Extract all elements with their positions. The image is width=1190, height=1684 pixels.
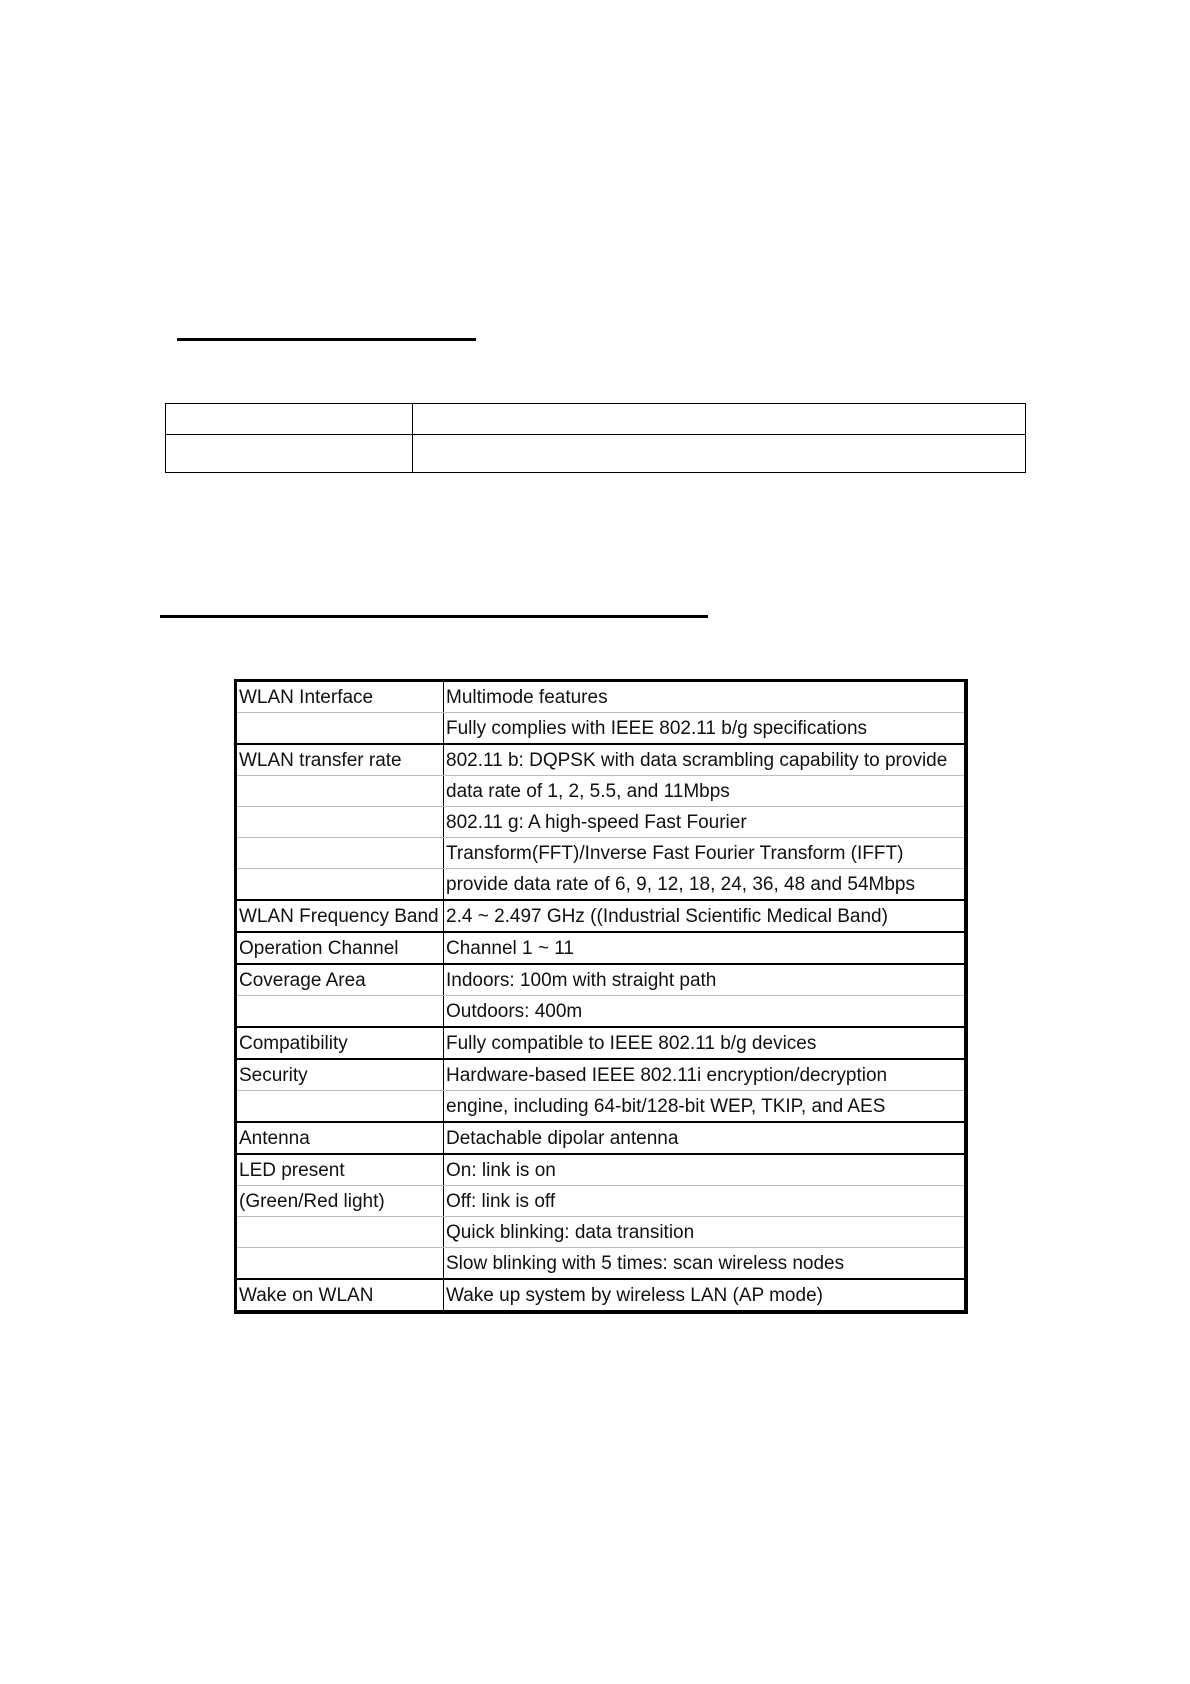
- table-row: [236, 869, 966, 901]
- table-row: [236, 838, 966, 869]
- table-row: [236, 807, 966, 838]
- spec-label: Coverage Area: [236, 964, 444, 996]
- table-cell: [413, 435, 1026, 473]
- spec-value: On: link is on: [444, 1154, 966, 1186]
- table-cell: [166, 435, 413, 473]
- table-row: [236, 1091, 966, 1123]
- table-row: [236, 996, 966, 1028]
- table-row: [236, 1248, 966, 1280]
- spec-value: Fully complies with IEEE 802.11 b/g specifications: [444, 713, 966, 745]
- spec-value: data rate of 1, 2, 5.5, and 11Mbps: [444, 776, 966, 807]
- table-row: [236, 1154, 966, 1186]
- spec-label: Antenna: [236, 1122, 444, 1154]
- spec-value: Outdoors: 400m: [444, 996, 966, 1028]
- wlan-spec-table: [234, 679, 968, 1314]
- spec-label: [236, 869, 444, 901]
- table-row: [236, 964, 966, 996]
- section-heading-underline: [177, 338, 476, 341]
- spec-value: engine, including 64-bit/128-bit WEP, TKIP, and AES: [444, 1091, 966, 1123]
- table-row: [236, 1027, 966, 1059]
- spec-value: Channel 1 ~ 11: [444, 932, 966, 964]
- spec-label: Wake on WLAN: [236, 1279, 444, 1312]
- table-cell: [166, 404, 413, 435]
- spec-value: 802.11 b: DQPSK with data scrambling capability to provide: [444, 744, 966, 776]
- spec-label: WLAN Frequency Band: [236, 900, 444, 932]
- spec-value: Quick blinking: data transition: [444, 1217, 966, 1248]
- spec-label: [236, 838, 444, 869]
- spec-label: WLAN Interface: [236, 681, 444, 713]
- spec-value: Slow blinking with 5 times: scan wireless nodes: [444, 1248, 966, 1280]
- table-row: [236, 1186, 966, 1217]
- table-row: [166, 404, 1026, 435]
- table-row: [236, 776, 966, 807]
- spec-label: (Green/Red light): [236, 1186, 444, 1217]
- spec-value: Off: link is off: [444, 1186, 966, 1217]
- table-row: [236, 932, 966, 964]
- spec-label: [236, 713, 444, 745]
- spec-label: [236, 1248, 444, 1280]
- spec-label: [236, 996, 444, 1028]
- table-row: [236, 713, 966, 745]
- table-cell: [413, 404, 1026, 435]
- spec-label: Operation Channel: [236, 932, 444, 964]
- table-row: [236, 1122, 966, 1154]
- spec-value: Hardware-based IEEE 802.11i encryption/decryption: [444, 1059, 966, 1091]
- blank-info-table: [165, 403, 1026, 473]
- spec-label: Security: [236, 1059, 444, 1091]
- spec-value: 802.11 g: A high-speed Fast Fourier: [444, 807, 966, 838]
- table-row: [236, 1059, 966, 1091]
- spec-label: [236, 1091, 444, 1123]
- spec-value: Multimode features: [444, 681, 966, 713]
- spec-label: [236, 807, 444, 838]
- spec-value: 2.4 ~ 2.497 GHz ((Industrial Scientific Medical Band): [444, 900, 966, 932]
- spec-label: Compatibility: [236, 1027, 444, 1059]
- section-heading-underline: [160, 615, 708, 618]
- spec-value: Fully compatible to IEEE 802.11 b/g devices: [444, 1027, 966, 1059]
- spec-value: Indoors: 100m with straight path: [444, 964, 966, 996]
- spec-value: provide data rate of 6, 9, 12, 18, 24, 36, 48 and 54Mbps: [444, 869, 966, 901]
- table-row: [166, 435, 1026, 473]
- spec-label: [236, 1217, 444, 1248]
- table-row: [236, 744, 966, 776]
- spec-label: LED present: [236, 1154, 444, 1186]
- spec-value: Transform(FFT)/Inverse Fast Fourier Transform (IFFT): [444, 838, 966, 869]
- spec-value: Wake up system by wireless LAN (AP mode): [444, 1279, 966, 1312]
- table-row: [236, 1279, 966, 1312]
- spec-label: [236, 776, 444, 807]
- table-row: [236, 681, 966, 713]
- table-row: [236, 900, 966, 932]
- spec-label: WLAN transfer rate: [236, 744, 444, 776]
- table-row: [236, 1217, 966, 1248]
- spec-value: Detachable dipolar antenna: [444, 1122, 966, 1154]
